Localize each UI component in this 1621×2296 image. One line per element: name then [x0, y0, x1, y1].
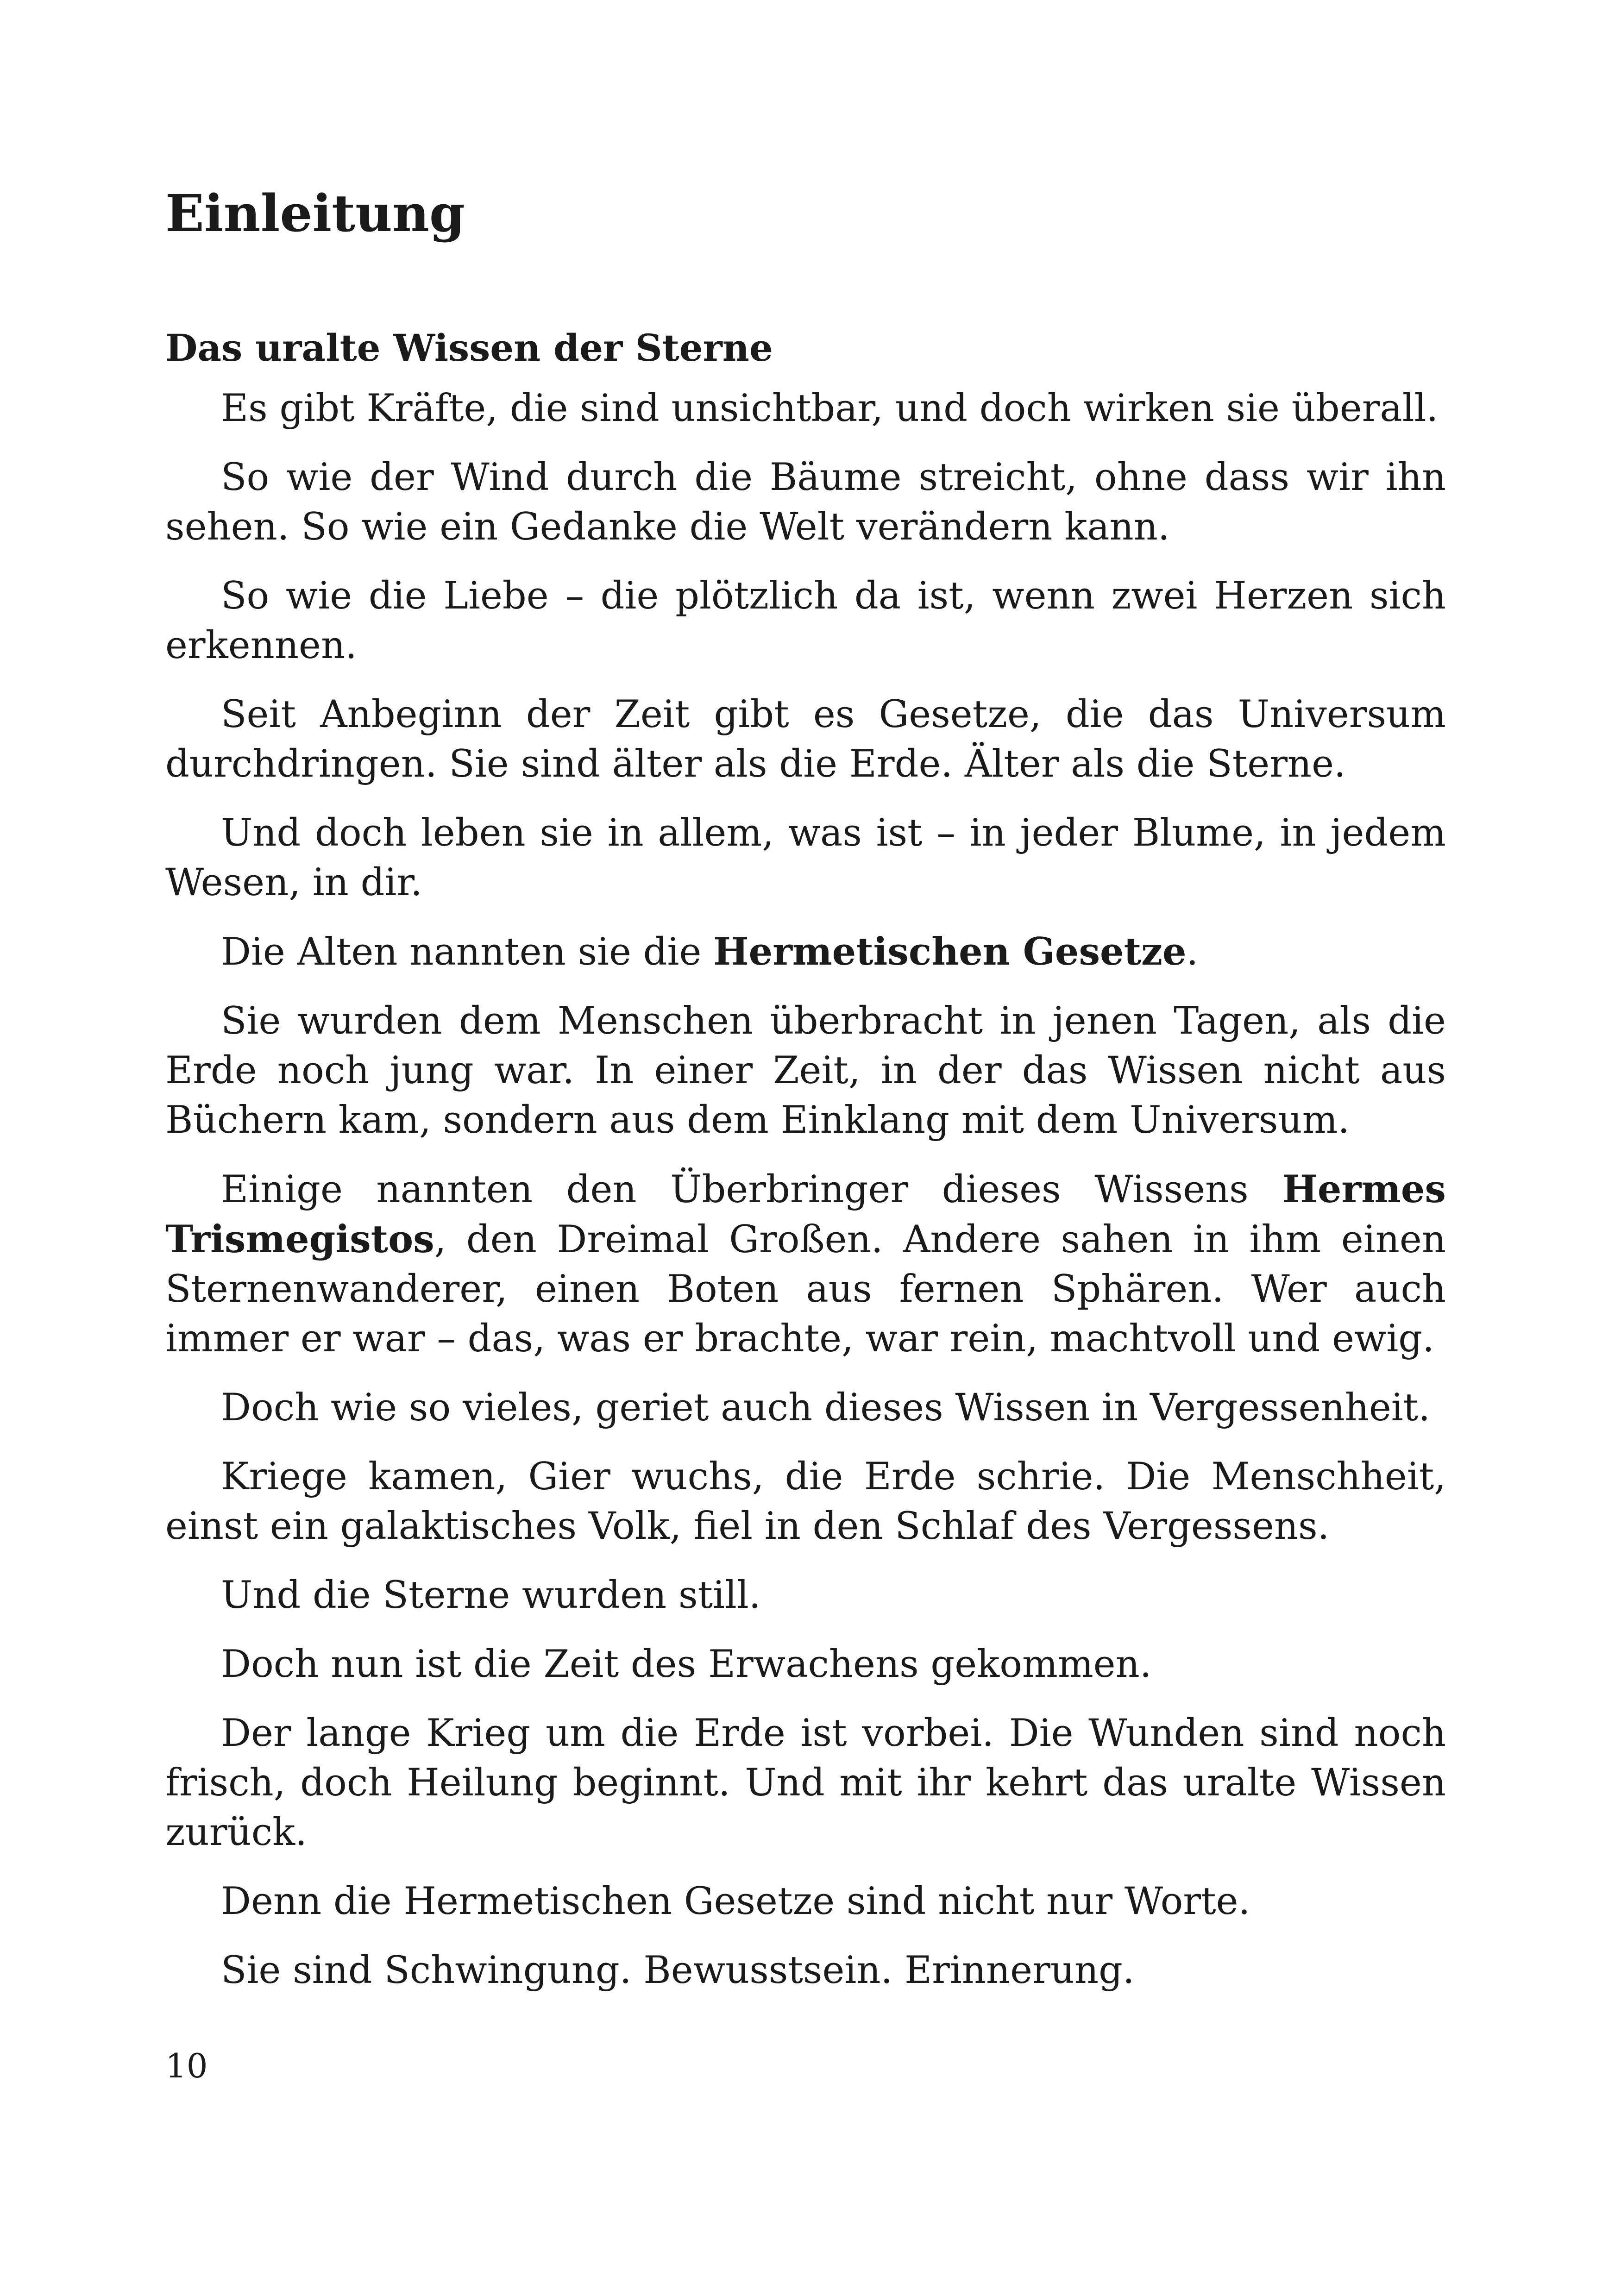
paragraph-text: Sie sind Schwingung. Bewusstsein. Erinnerung.	[221, 1949, 1135, 1992]
paragraph	[165, 1709, 1446, 1857]
bold-term: Hermes Trismegistos	[165, 1167, 1446, 1261]
paragraph	[165, 1165, 1446, 1364]
page-number: 10	[165, 2046, 208, 2085]
paragraph-text: Seit Anbeginn der Zeit gibt es Gesetze, die das Universum durchdringen. Sie sind älter als die Erde. Älter als die Sterne.	[165, 693, 1446, 786]
paragraph-text: Doch nun ist die Zeit des Erwachens gekommen.	[221, 1643, 1152, 1686]
paragraph	[165, 997, 1446, 1145]
paragraph	[165, 571, 1446, 671]
paragraph	[165, 384, 1446, 433]
paragraph-text: Der lange Krieg um die Erde ist vorbei. Die Wunden sind noch frisch, doch Heilung beginnt. Und mit ihr kehrt das uralte Wissen zurück.	[165, 1712, 1446, 1854]
paragraph-text: So wie die Liebe – die plötzlich da ist, wenn zwei Herzen sich erkennen.	[165, 574, 1446, 667]
paragraph-text: Es gibt Kräfte, die sind unsichtbar, und doch wirken sie überall.	[221, 387, 1439, 430]
paragraph-text: , den Dreimal Großen. Andere sahen in ihm einen Sternenwanderer, einen Boten aus fernen Sphären. Wer auch immer er war – das, was er brachte, war rein, machtvoll und ewig.	[165, 1218, 1446, 1361]
paragraph	[165, 1383, 1446, 1433]
paragraph	[165, 1877, 1446, 1926]
paragraph-text: So wie der Wind durch die Bäume streicht, ohne dass wir ihn sehen. So wie ein Gedanke die Welt verändern kann.	[165, 456, 1446, 549]
section-title: Das uralte Wissen der Sterne	[165, 326, 773, 370]
paragraph-text: Und die Sterne wurden still.	[221, 1574, 761, 1617]
paragraph-text: .	[1186, 930, 1199, 974]
paragraph	[165, 453, 1446, 552]
paragraph-text: Die Alten nannten sie die	[221, 930, 714, 974]
paragraph-text: Doch wie so vieles, geriet auch dieses Wissen in Vergessenheit.	[221, 1386, 1430, 1430]
paragraph	[165, 1571, 1446, 1620]
paragraph	[165, 927, 1446, 977]
paragraph-text: Und doch leben sie in allem, was ist – in jeder Blume, in jedem Wesen, in dir.	[165, 811, 1446, 904]
paragraph-text: Denn die Hermetischen Gesetze sind nicht nur Worte.	[221, 1880, 1250, 1923]
paragraph	[165, 1452, 1446, 1551]
body-text	[165, 322, 1446, 2015]
paragraph-text: Sie wurden dem Menschen überbracht in jenen Tagen, als die Erde noch jung war. In einer Zeit, in der das Wissen nicht aus Büchern kam, sondern aus dem Einklang mit dem Universum.	[165, 999, 1446, 1142]
paragraph-text: Kriege kamen, Gier wuchs, die Erde schrie. Die Menschheit, einst ein galaktisches Volk, fiel in den Schlaf des Vergessens.	[165, 1455, 1446, 1548]
paragraph	[165, 1946, 1446, 1995]
paragraph	[165, 809, 1446, 908]
paragraph-text: Einige nannten den Überbringer dieses Wissens	[221, 1168, 1282, 1211]
paragraph	[165, 1640, 1446, 1689]
chapter-title: Einleitung	[165, 183, 465, 243]
paragraph	[165, 690, 1446, 789]
bold-term: Hermetischen Gesetze	[713, 930, 1187, 974]
